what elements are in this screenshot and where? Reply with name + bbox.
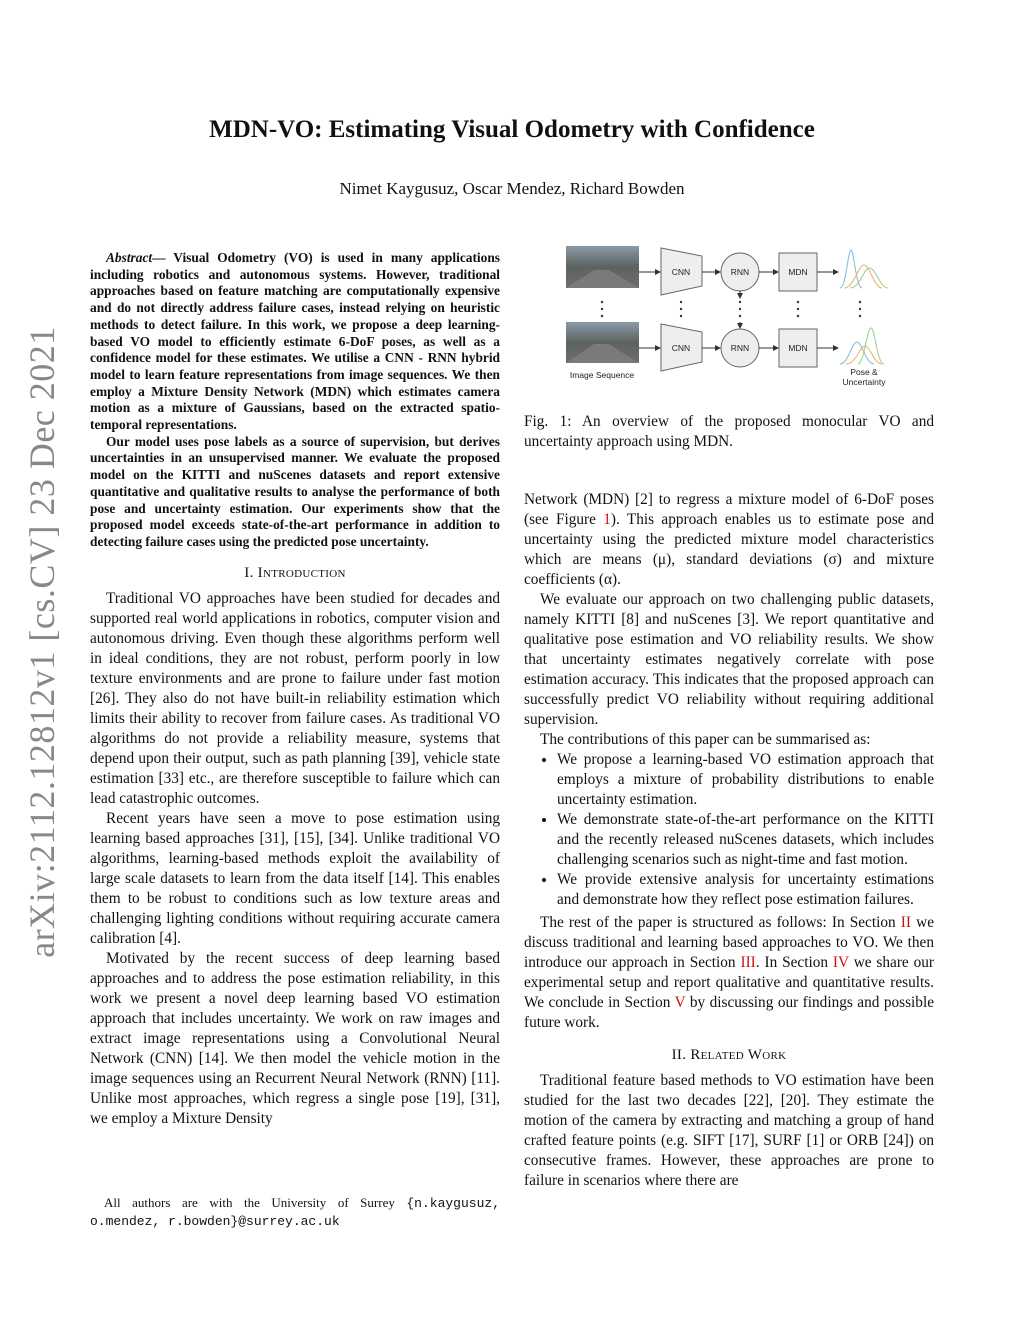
section-heading-related-work: II. Related Work [671,1047,787,1063]
figure-caption: Fig. 1: An overview of the proposed monocular VO and uncertainty approach using MDN. [524,413,934,450]
right-paragraph-4 [524,913,934,1033]
text-segment: we discuss traditional and learning based approaches to VO. We then introduce our approach in Section [524,914,934,971]
cross-reference-link[interactable]: V [674,994,686,1011]
left-column [90,250,500,1129]
uncertainty-label: Uncertainty [842,377,886,387]
intro-paragraph: Motivated by the recent success of deep learning based approaches and to address the pose estimation reliability, in this work we present a novel deep learning based VO estimation approach that includes uncertainty. We work on raw images and extract image representations using a Convolutional Neural Network (CNN) [14]. We then model the vehicle motion in the image sequences using an Recurrent Neural Network (RNN) [11]. Unlike most approaches, which regress a single pose [19], [31], we employ a Mixture Density [90,949,500,1127]
image-frame-bottom [566,322,639,363]
cnn-label: CNN [671,267,691,277]
right-paragraph-2: We evaluate our approach on two challenging public datasets, namely KITTI [8] and nuScenes [3]. We report quantitative and qualitative pose estimation and VO reliability results. We show that uncertainty estimates negatively correlate with pose estimation accuracy. This indicates that the proposed approach can successfully predict VO reliability without requiring additional supervision. [524,591,934,728]
mdn-label: MDN [788,267,808,277]
text-segment: Network (MDN) [2] to regress a mixture model of 6-DoF poses (see Figure [524,491,934,528]
footnote-emails: {n.kaygusuz, o.mendez, r.bowden}@surrey.ac.uk [90,1196,500,1229]
overview-diagram [524,240,934,400]
paper-title: MDN-VO: Estimating Visual Odometry with Confidence [209,116,815,143]
rnn-label: RNN [730,267,750,277]
contribution-item: • We propose a learning-based VO estimation approach that employs a mixture of probability distributions to enable uncertainty estimation. [557,750,934,810]
cross-reference-link[interactable]: IV [832,954,849,971]
section-heading-introduction: I. Introduction [244,564,346,581]
pose-label: Pose & [850,367,878,377]
image-frame-top [566,246,639,288]
text-segment: ). This approach enables us to estimate pose and uncertainty using the predicted mixture model characteristics which are means (μ), standard deviations (σ) and mixture coefficients (α). [524,511,934,588]
abstract-p1: — Visual Odometry (VO) is used in many applications including robotics and autonomous systems. However, traditional approaches based on feature matching are computationally expensive and do not directly address failure cases, instead relying on heuristic methods to detect failure. In this work, we propose a deep learning-based VO model to efficiently estimate 6-DoF poses, as well as a confidence model for these estimates. We utilise a CNN - RNN hybrid model to learn feature representations from image sequences. We then employ a Mixture Density Network (MDN) which estimates camera motion as a mixture of Gaussians, based on the extracted spatio-temporal representations. [90,250,500,433]
abstract [90,250,500,551]
abstract-label: Abstract [106,250,153,265]
right-paragraph-1 [524,490,934,590]
cross-reference-link[interactable]: III [740,954,756,971]
cross-reference-link[interactable]: II [900,914,911,931]
intro-paragraph: Recent years have seen a move to pose estimation using learning based approaches [31], [15], [34]. Unlike traditional VO algorithms, learning-based methods exploit the availability of large scale datasets to learn from the data itself [14]. This enables them to be robust to conditions such as low texture areas and challenging lighting conditions without requiring accurate camera calibration [4]. [90,809,500,947]
abstract-p2: Our model uses pose labels as a source of supervision, but derives uncertainties in an unsupervised manner. We evaluate the proposed model on the KITTI and nuScenes datasets and report extensive quantitative and qualitative results to analyse the performance of both pose and uncertainty estimation. Our experiments show that the proposed model exceeds state-of-the-art performance in addition to detecting failure cases using the predicted pose uncertainty. [90,433,500,549]
paper-authors: Nimet Kaygusuz, Oscar Mendez, Richard Bowden [339,179,685,198]
contributions-list [524,750,934,910]
text-segment: The rest of the paper is structured as follows: In Section [540,914,901,931]
right-column [524,240,934,1191]
text-segment: by discussing our findings and possible future work. [524,994,934,1031]
text-segment: . In Section [755,954,833,971]
image-sequence-label: Image Sequence [569,370,635,380]
ellipsis-dots [601,301,861,317]
arxiv-stamp: arXiv:2112.12812v1 [cs.CV] 23 Dec 2021 [22,326,62,958]
related-work-paragraph: Traditional feature based methods to VO estimation have been studied for the last two decades [22], [20]. They estimate the motion of the camera by extracting and matching a group of hand crafted feature points (e.g. SIFT [17], SURF [1] or ORB [24]) on consecutive frames. However, these approaches are prone to failure in scenarios where there are [524,1072,934,1189]
right-paragraph-3: The contributions of this paper can be summarised as: [540,731,871,748]
cnn-label: CNN [671,343,691,353]
contribution-item: • We provide extensive analysis for uncertainty estimations and demonstrate how they reflect pose estimation failures. [557,870,934,910]
intro-paragraph: Traditional VO approaches have been studied for decades and supported real world applications in robotics, computer vision and autonomous driving. Even though these algorithms perform well in ideal conditions, they are not robust, perform poorly in low texture environments and are prone to failure under fast motion [26]. They also do not have built-in reliability estimation which limits their ability to recover from failure cases. As traditional VO algorithms do not provide a reliability measure, systems that depend upon their output, such as path planning [39], vehicle state estimation [33] etc., are therefore susceptible to failure which can lead catastrophic outcomes. [90,589,500,807]
footnote [90,1194,500,1230]
contribution-item: • We demonstrate state-of-the-art performance on the KITTI and the recently released nuScenes datasets, which includes challenging scenarios such as night-time and fast motion. [557,810,934,870]
gaussian-curves [840,250,888,364]
mdn-label: MDN [788,343,808,353]
cross-reference-link[interactable]: 1 [603,511,611,528]
footnote-text: All authors are with the University of Surrey [104,1195,407,1210]
rnn-label: RNN [730,343,750,353]
figure-1 [524,240,934,400]
text-segment: we share our experimental setup and report qualitative and quantitative results. We conclude in Section [524,954,934,1011]
